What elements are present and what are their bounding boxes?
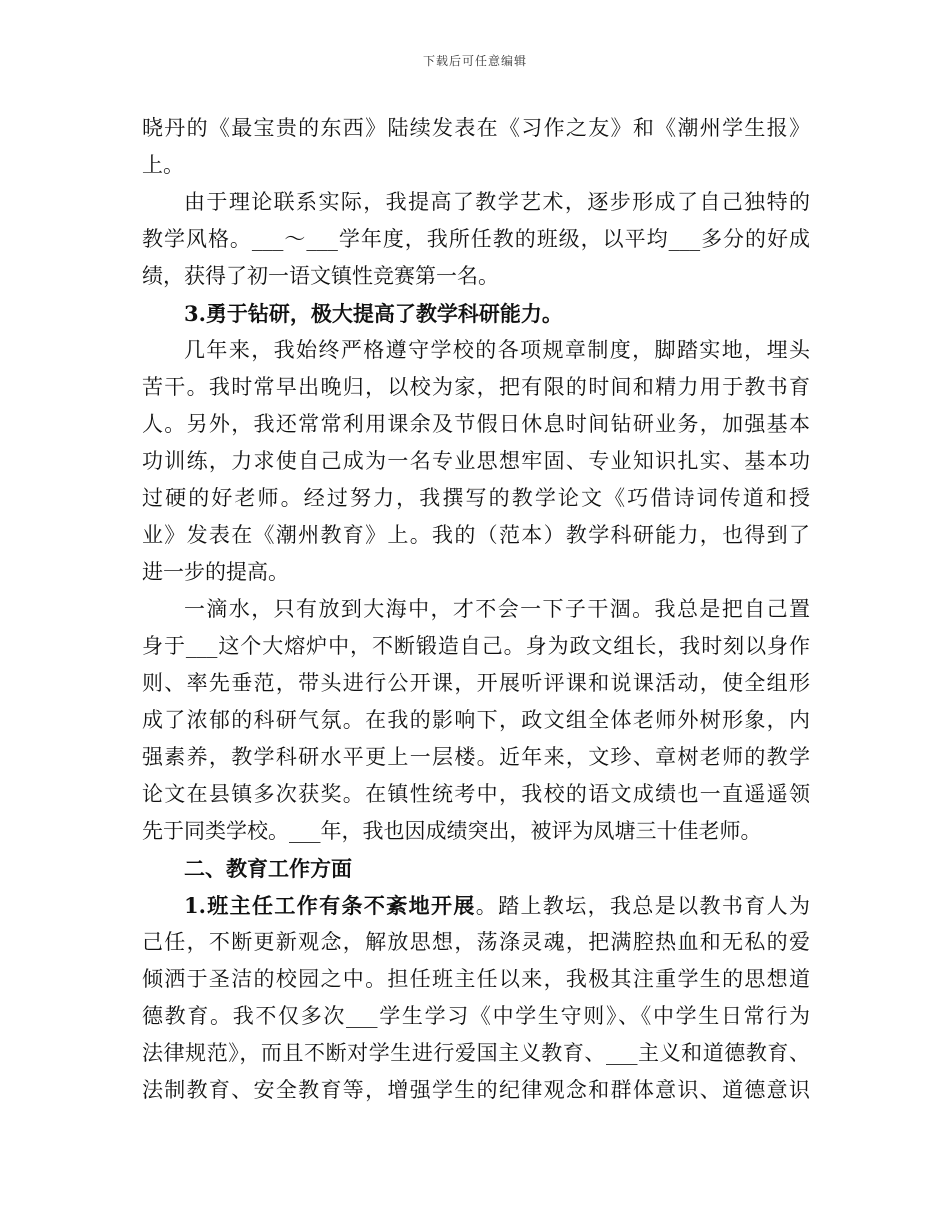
section-heading (142, 850, 810, 887)
text-line: 苦干。我时常早出晚归，以校为家，把有限的时间和精力用于教书育 (142, 375, 810, 399)
text-line (142, 887, 810, 924)
paragraph (142, 332, 810, 591)
paragraph (142, 591, 810, 850)
section-heading (142, 295, 810, 332)
text-line: 强素养，教学科研水平更上一层楼。近年来，文珍、章树老师的教学 (142, 745, 810, 769)
text-line: 法制教育、安全教育等，增强学生的纪律观念和群体意识、道德意识 (142, 1078, 810, 1102)
document-body (142, 110, 810, 1109)
heading-text: 3.勇于钻研，极大提高了教学科研能力。 (184, 301, 563, 326)
text-run: 。踏上教坛，我总是以教书育人为 (475, 894, 810, 918)
text-line: 业》发表在《潮州教育》上。我的（范本）教学科研能力，也得到了 (142, 523, 810, 547)
text-line: 绩，获得了初一语文镇性竞赛第一名。 (142, 264, 499, 288)
heading-text: 二、教育工作方面 (184, 856, 352, 881)
text-line: 上。 (142, 153, 184, 177)
text-line: 己任，不断更新观念，解放思想，荡涤灵魂，把满腔热血和无私的爱 (142, 930, 810, 954)
text-line: 身于___这个大熔炉中，不断锻造自己。身为政文组长，我时刻以身作 (142, 634, 810, 658)
text-line: 教学风格。___～___学年度，我所任教的班级，以平均___多分的好成 (142, 227, 810, 251)
text-line: 先于同类学校。___年，我也因成绩突出，被评为凤塘三十佳老师。 (142, 819, 762, 843)
text-line: 功训练，力求使自己成为一名专业思想牢固、专业知识扎实、基本功 (142, 449, 810, 473)
lead-bold-text: 1.班主任工作有条不紊地开展 (184, 893, 476, 918)
text-line: 晓丹的《最宝贵的东西》陆续发表在《习作之友》和《潮州学生报》 (142, 116, 810, 140)
text-line: 德教育。我不仅多次___学生学习《中学生守则》、《中学生日常行为 (142, 1004, 810, 1028)
paragraph (142, 887, 810, 1109)
text-line: 几年来，我始终严格遵守学校的各项规章制度，脚踏实地，埋头 (184, 338, 810, 362)
text-line: 进一步的提高。 (142, 560, 289, 584)
text-line: 倾洒于圣洁的校园之中。担任班主任以来，我极其注重学生的思想道 (142, 967, 810, 991)
text-line: 人。另外，我还常常利用课余及节假日休息时间钻研业务，加强基本 (142, 412, 810, 436)
text-line: 则、率先垂范，带头进行公开课，开展听评课和说课活动，使全组形 (142, 671, 810, 695)
text-line: 一滴水，只有放到大海中，才不会一下子干涸。我总是把自己置 (184, 597, 810, 621)
text-line: 过硬的好老师。经过努力，我撰写的教学论文《巧借诗词传道和授 (142, 486, 810, 510)
text-line: 成了浓郁的科研气氛。在我的影响下，政文组全体老师外树形象，内 (142, 708, 810, 732)
page-header: 下载后可任意编辑 (422, 54, 527, 68)
text-line: 论文在县镇多次获奖。在镇性统考中，我校的语文成绩也一直遥遥领 (142, 782, 810, 806)
text-line: 由于理论联系实际，我提高了教学艺术，逐步形成了自己独特的 (184, 190, 810, 214)
paragraph (142, 110, 810, 184)
text-line: 法律规范》，而且不断对学生进行爱国主义教育、___主义和道德教育、 (142, 1041, 810, 1065)
paragraph (142, 184, 810, 295)
